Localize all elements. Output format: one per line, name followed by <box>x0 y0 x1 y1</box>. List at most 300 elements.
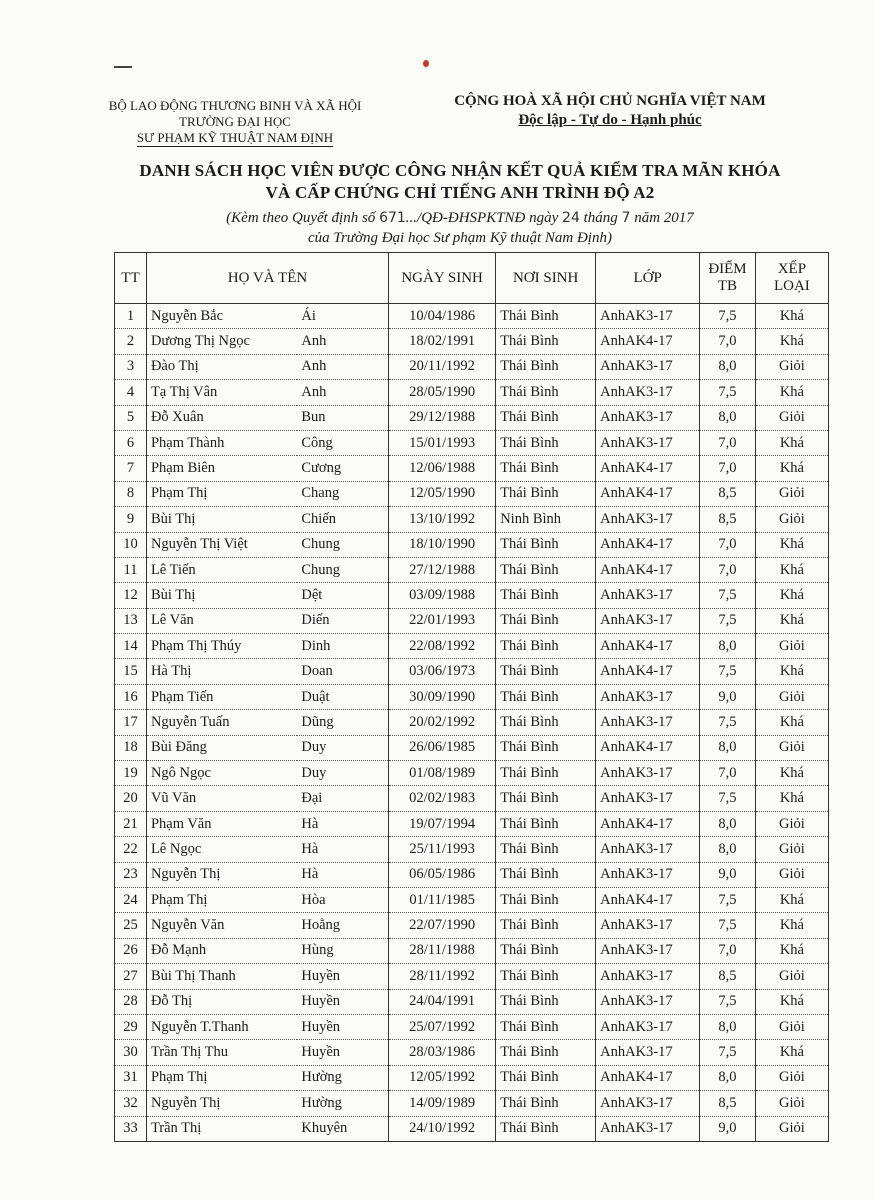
row-number: 7 <box>115 456 147 481</box>
row-pob: Thái Bình <box>496 786 596 811</box>
row-number: 29 <box>115 1014 147 1039</box>
row-class: AnhAK4-17 <box>596 456 700 481</box>
decision-line-1 <box>120 208 800 228</box>
table-row <box>115 786 829 811</box>
row-rank: Khá <box>755 938 828 963</box>
row-rank: Khá <box>755 887 828 912</box>
table-row <box>115 532 829 557</box>
row-pob: Thái Bình <box>496 964 596 989</box>
row-class: AnhAK3-17 <box>596 583 700 608</box>
year-label: năm 2017 <box>630 210 694 226</box>
row-dob: 12/05/1992 <box>389 1065 496 1090</box>
row-pob: Thái Bình <box>496 1014 596 1039</box>
row-dob: 22/07/1990 <box>389 913 496 938</box>
table-body <box>115 304 829 1142</box>
row-given-name: Hường <box>297 1091 388 1116</box>
row-surname: Đỗ Xuân <box>146 405 297 430</box>
row-given-name: Khuyên <box>297 1116 388 1141</box>
row-given-name: Anh <box>297 354 388 379</box>
row-pob: Thái Bình <box>496 608 596 633</box>
table-row <box>115 1040 829 1065</box>
row-pob: Thái Bình <box>496 557 596 582</box>
decision-code: /QĐ-ĐHSPKTNĐ ngày <box>417 210 563 226</box>
row-surname: Phạm Thành <box>146 430 297 455</box>
row-number: 25 <box>115 913 147 938</box>
row-class: AnhAK4-17 <box>596 557 700 582</box>
row-number: 22 <box>115 837 147 862</box>
row-surname: Đỗ Thị <box>146 989 297 1014</box>
table-row <box>115 456 829 481</box>
row-rank: Khá <box>755 989 828 1014</box>
row-score: 8,5 <box>700 481 756 506</box>
row-given-name: Hùng <box>297 938 388 963</box>
row-score: 8,0 <box>700 354 756 379</box>
row-given-name: Diến <box>297 608 388 633</box>
row-class: AnhAK4-17 <box>596 1065 700 1090</box>
row-given-name: Huyền <box>297 1014 388 1039</box>
row-score: 7,5 <box>700 659 756 684</box>
row-number: 27 <box>115 964 147 989</box>
row-given-name: Chung <box>297 557 388 582</box>
row-pob: Thái Bình <box>496 735 596 760</box>
row-class: AnhAK3-17 <box>596 304 700 329</box>
row-number: 18 <box>115 735 147 760</box>
row-pob: Thái Bình <box>496 710 596 735</box>
row-rank: Giỏi <box>755 862 828 887</box>
row-pob: Thái Bình <box>496 811 596 836</box>
row-number: 28 <box>115 989 147 1014</box>
row-class: AnhAK3-17 <box>596 938 700 963</box>
row-number: 4 <box>115 380 147 405</box>
row-rank: Khá <box>755 304 828 329</box>
row-rank: Giỏi <box>755 507 828 532</box>
row-given-name: Duy <box>297 761 388 786</box>
row-number: 21 <box>115 811 147 836</box>
decision-month: 7 <box>621 210 631 226</box>
row-class: AnhAK3-17 <box>596 430 700 455</box>
table-row <box>115 634 829 659</box>
decision-reference <box>120 208 800 248</box>
table-row <box>115 659 829 684</box>
row-rank: Khá <box>755 761 828 786</box>
row-score: 9,0 <box>700 684 756 709</box>
row-number: 11 <box>115 557 147 582</box>
row-dob: 24/10/1992 <box>389 1116 496 1141</box>
ink-dot <box>423 60 429 67</box>
table-row <box>115 811 829 836</box>
row-given-name: Hòa <box>297 887 388 912</box>
title-line-2: VÀ CẤP CHỨNG CHỈ TIẾNG ANH TRÌNH ĐỘ A2 <box>265 183 655 202</box>
row-dob: 28/05/1990 <box>389 380 496 405</box>
row-number: 15 <box>115 659 147 684</box>
document-title <box>90 160 830 204</box>
row-pob: Thái Bình <box>496 887 596 912</box>
row-score: 7,5 <box>700 786 756 811</box>
row-class: AnhAK3-17 <box>596 608 700 633</box>
row-surname: Đỗ Mạnh <box>146 938 297 963</box>
table-row <box>115 304 829 329</box>
row-score: 9,0 <box>700 1116 756 1141</box>
row-rank: Khá <box>755 659 828 684</box>
row-rank: Khá <box>755 583 828 608</box>
row-surname: Lê Văn <box>146 608 297 633</box>
row-class: AnhAK3-17 <box>596 913 700 938</box>
row-surname: Lê Ngọc <box>146 837 297 862</box>
row-rank: Giỏi <box>755 1014 828 1039</box>
month-label: tháng <box>579 210 622 226</box>
row-given-name: Dinh <box>297 634 388 659</box>
row-dob: 18/10/1990 <box>389 532 496 557</box>
row-given-name: Công <box>297 430 388 455</box>
school-line-1: TRƯỜNG ĐẠI HỌC <box>179 114 291 129</box>
row-dob: 19/07/1994 <box>389 811 496 836</box>
row-given-name: Huyền <box>297 989 388 1014</box>
row-surname: Phạm Thị <box>146 1065 297 1090</box>
row-pob: Thái Bình <box>496 634 596 659</box>
row-number: 17 <box>115 710 147 735</box>
row-score: 8,0 <box>700 405 756 430</box>
row-class: AnhAK3-17 <box>596 710 700 735</box>
row-pob: Thái Bình <box>496 684 596 709</box>
col-score-line1: ĐIỂM <box>708 261 747 277</box>
table-row <box>115 481 829 506</box>
ministry-name: BỘ LAO ĐỘNG THƯƠNG BINH VÀ XÃ HỘI <box>108 98 362 113</box>
row-number: 1 <box>115 304 147 329</box>
row-rank: Khá <box>755 1040 828 1065</box>
row-score: 7,5 <box>700 380 756 405</box>
row-rank: Khá <box>755 786 828 811</box>
row-surname: Phạm Thị Thúy <box>146 634 297 659</box>
table-header-row <box>115 253 829 304</box>
title-line-1: DANH SÁCH HỌC VIÊN ĐƯỢC CÔNG NHẬN KẾT QUẢ KIỂM TRA MÃN KHÓA <box>139 161 781 180</box>
row-surname: Lê Tiến <box>146 557 297 582</box>
ministry-header <box>90 98 380 147</box>
row-given-name: Dũng <box>297 710 388 735</box>
table-row <box>115 430 829 455</box>
school-line-2 <box>90 130 380 147</box>
row-number: 5 <box>115 405 147 430</box>
row-pob: Thái Bình <box>496 862 596 887</box>
col-dob: NGÀY SINH <box>389 253 496 304</box>
row-given-name: Hà <box>297 862 388 887</box>
row-rank: Khá <box>755 557 828 582</box>
row-surname: Bùi Đăng <box>146 735 297 760</box>
row-class: AnhAK3-17 <box>596 989 700 1014</box>
row-surname: Nguyễn Thị <box>146 1091 297 1116</box>
row-pob: Thái Bình <box>496 659 596 684</box>
table-row <box>115 1065 829 1090</box>
row-surname: Nguyễn Tuấn <box>146 710 297 735</box>
table-row <box>115 329 829 354</box>
row-pob: Thái Bình <box>496 938 596 963</box>
row-class: AnhAK3-17 <box>596 405 700 430</box>
table-row <box>115 862 829 887</box>
row-score: 7,5 <box>700 608 756 633</box>
row-given-name: Bun <box>297 405 388 430</box>
row-score: 8,0 <box>700 735 756 760</box>
row-score: 8,0 <box>700 634 756 659</box>
row-number: 30 <box>115 1040 147 1065</box>
row-rank: Khá <box>755 380 828 405</box>
decision-day: 24 <box>562 210 580 226</box>
row-dob: 25/11/1993 <box>389 837 496 862</box>
table-row <box>115 887 829 912</box>
row-dob: 18/02/1991 <box>389 329 496 354</box>
row-score: 7,5 <box>700 583 756 608</box>
row-score: 7,5 <box>700 887 756 912</box>
row-surname: Phạm Biên <box>146 456 297 481</box>
row-class: AnhAK3-17 <box>596 354 700 379</box>
table-row <box>115 913 829 938</box>
table-row <box>115 354 829 379</box>
row-score: 7,0 <box>700 557 756 582</box>
row-surname: Ngô Ngọc <box>146 761 297 786</box>
row-score: 7,0 <box>700 532 756 557</box>
row-given-name: Ái <box>297 304 388 329</box>
row-number: 26 <box>115 938 147 963</box>
row-class: AnhAK3-17 <box>596 761 700 786</box>
row-dob: 14/09/1989 <box>389 1091 496 1116</box>
row-surname: Bùi Thị <box>146 507 297 532</box>
row-surname: Dương Thị Ngọc <box>146 329 297 354</box>
row-given-name: Doan <box>297 659 388 684</box>
row-number: 10 <box>115 532 147 557</box>
row-dob: 02/02/1983 <box>389 786 496 811</box>
row-class: AnhAK4-17 <box>596 634 700 659</box>
row-pob: Thái Bình <box>496 380 596 405</box>
row-number: 24 <box>115 887 147 912</box>
row-number: 9 <box>115 507 147 532</box>
row-given-name: Anh <box>297 329 388 354</box>
row-pob: Thái Bình <box>496 456 596 481</box>
row-pob: Thái Bình <box>496 989 596 1014</box>
row-class: AnhAK3-17 <box>596 786 700 811</box>
row-rank: Giỏi <box>755 1116 828 1141</box>
table-row <box>115 710 829 735</box>
row-score: 7,0 <box>700 456 756 481</box>
col-rank-line1: XẾP <box>777 261 807 277</box>
row-surname: Phạm Tiến <box>146 684 297 709</box>
row-given-name: Huyền <box>297 1040 388 1065</box>
row-given-name: Huyền <box>297 964 388 989</box>
row-score: 7,0 <box>700 938 756 963</box>
row-class: AnhAK4-17 <box>596 481 700 506</box>
row-rank: Khá <box>755 710 828 735</box>
row-rank: Khá <box>755 430 828 455</box>
row-dob: 10/04/1986 <box>389 304 496 329</box>
row-dob: 03/09/1988 <box>389 583 496 608</box>
row-pob: Thái Bình <box>496 1065 596 1090</box>
national-motto <box>420 111 800 130</box>
row-score: 7,5 <box>700 304 756 329</box>
national-header <box>420 92 800 130</box>
row-score: 7,0 <box>700 329 756 354</box>
row-pob: Thái Bình <box>496 913 596 938</box>
decision-line-2: của Trường Đại học Sư phạm Kỹ thuật Nam Định) <box>308 230 612 246</box>
row-dob: 24/04/1991 <box>389 989 496 1014</box>
row-surname: Nguyễn Thị <box>146 862 297 887</box>
row-class: AnhAK4-17 <box>596 329 700 354</box>
row-number: 8 <box>115 481 147 506</box>
row-surname: Nguyễn Bắc <box>146 304 297 329</box>
row-number: 33 <box>115 1116 147 1141</box>
row-given-name: Duy <box>297 735 388 760</box>
row-score: 7,5 <box>700 1040 756 1065</box>
row-rank: Giỏi <box>755 684 828 709</box>
row-dob: 28/11/1988 <box>389 938 496 963</box>
row-given-name: Anh <box>297 380 388 405</box>
row-rank: Giỏi <box>755 405 828 430</box>
school-name: SƯ PHẠM KỸ THUẬT NAM ĐỊNH <box>136 130 334 145</box>
col-rank-line2: LOẠI <box>773 278 810 294</box>
row-given-name: Hoằng <box>297 913 388 938</box>
row-class: AnhAK3-17 <box>596 837 700 862</box>
row-surname: Phạm Thị <box>146 481 297 506</box>
row-rank: Khá <box>755 608 828 633</box>
row-surname: Tạ Thị Vân <box>146 380 297 405</box>
row-dob: 03/06/1973 <box>389 659 496 684</box>
row-pob: Thái Bình <box>496 481 596 506</box>
row-number: 3 <box>115 354 147 379</box>
table-row <box>115 1014 829 1039</box>
row-given-name: Chung <box>297 532 388 557</box>
row-pob: Thái Bình <box>496 761 596 786</box>
row-dob: 13/10/1992 <box>389 507 496 532</box>
row-number: 14 <box>115 634 147 659</box>
row-rank: Giỏi <box>755 964 828 989</box>
row-number: 31 <box>115 1065 147 1090</box>
row-rank: Giỏi <box>755 735 828 760</box>
row-pob: Thái Bình <box>496 583 596 608</box>
row-dob: 26/06/1985 <box>389 735 496 760</box>
row-given-name: Dệt <box>297 583 388 608</box>
decision-prefix: (Kèm theo Quyết định số <box>226 210 380 226</box>
row-number: 23 <box>115 862 147 887</box>
row-class: AnhAK3-17 <box>596 862 700 887</box>
row-score: 7,5 <box>700 913 756 938</box>
row-rank: Giỏi <box>755 837 828 862</box>
row-pob: Ninh Bình <box>496 507 596 532</box>
row-pob: Thái Bình <box>496 329 596 354</box>
row-pob: Thái Bình <box>496 304 596 329</box>
row-rank: Giỏi <box>755 1065 828 1090</box>
table-row <box>115 405 829 430</box>
pen-mark <box>114 66 132 68</box>
row-dob: 29/12/1988 <box>389 405 496 430</box>
row-pob: Thái Bình <box>496 354 596 379</box>
student-list-table <box>114 252 829 1142</box>
row-surname: Trần Thị <box>146 1116 297 1141</box>
table-row <box>115 557 829 582</box>
row-pob: Thái Bình <box>496 532 596 557</box>
row-surname: Hà Thị <box>146 659 297 684</box>
col-pob: NƠI SINH <box>496 253 596 304</box>
table-row <box>115 735 829 760</box>
row-rank: Khá <box>755 329 828 354</box>
row-dob: 30/09/1990 <box>389 684 496 709</box>
row-given-name: Duật <box>297 684 388 709</box>
row-surname: Vũ Văn <box>146 786 297 811</box>
row-class: AnhAK4-17 <box>596 811 700 836</box>
row-surname: Trần Thị Thu <box>146 1040 297 1065</box>
row-rank: Khá <box>755 456 828 481</box>
col-name: HỌ VÀ TÊN <box>146 253 388 304</box>
row-score: 7,5 <box>700 710 756 735</box>
row-rank: Giỏi <box>755 1091 828 1116</box>
row-number: 16 <box>115 684 147 709</box>
row-dob: 01/11/1985 <box>389 887 496 912</box>
row-class: AnhAK4-17 <box>596 735 700 760</box>
table-row <box>115 1116 829 1141</box>
row-surname: Nguyễn Thị Việt <box>146 532 297 557</box>
row-score: 8,5 <box>700 964 756 989</box>
row-pob: Thái Bình <box>496 1116 596 1141</box>
row-dob: 20/02/1992 <box>389 710 496 735</box>
row-score: 8,0 <box>700 837 756 862</box>
table-row <box>115 761 829 786</box>
row-pob: Thái Bình <box>496 1040 596 1065</box>
row-rank: Khá <box>755 913 828 938</box>
row-class: AnhAK3-17 <box>596 964 700 989</box>
row-class: AnhAK4-17 <box>596 659 700 684</box>
row-rank: Giỏi <box>755 811 828 836</box>
row-class: AnhAK3-17 <box>596 507 700 532</box>
country-name: CỘNG HOÀ XÃ HỘI CHỦ NGHĨA VIỆT NAM <box>454 93 766 109</box>
row-given-name: Đại <box>297 786 388 811</box>
row-class: AnhAK4-17 <box>596 887 700 912</box>
row-score: 8,0 <box>700 1014 756 1039</box>
row-dob: 25/07/1992 <box>389 1014 496 1039</box>
row-given-name: Chang <box>297 481 388 506</box>
row-class: AnhAK3-17 <box>596 1014 700 1039</box>
row-number: 2 <box>115 329 147 354</box>
table-row <box>115 989 829 1014</box>
row-surname: Bùi Thị <box>146 583 297 608</box>
row-dob: 12/06/1988 <box>389 456 496 481</box>
row-score: 7,0 <box>700 430 756 455</box>
col-score-line2: TB <box>717 278 738 294</box>
row-given-name: Hà <box>297 837 388 862</box>
table-row <box>115 964 829 989</box>
row-number: 19 <box>115 761 147 786</box>
col-tt: TT <box>115 253 147 304</box>
row-given-name: Chiến <box>297 507 388 532</box>
row-score: 7,0 <box>700 761 756 786</box>
row-number: 32 <box>115 1091 147 1116</box>
row-pob: Thái Bình <box>496 837 596 862</box>
row-dob: 28/03/1986 <box>389 1040 496 1065</box>
row-surname: Nguyễn T.Thanh <box>146 1014 297 1039</box>
col-score <box>700 253 756 304</box>
row-number: 6 <box>115 430 147 455</box>
table-row <box>115 938 829 963</box>
row-score: 8,0 <box>700 1065 756 1090</box>
row-dob: 22/01/1993 <box>389 608 496 633</box>
row-score: 7,5 <box>700 989 756 1014</box>
table-row <box>115 608 829 633</box>
row-number: 12 <box>115 583 147 608</box>
row-dob: 22/08/1992 <box>389 634 496 659</box>
row-dob: 27/12/1988 <box>389 557 496 582</box>
table-row <box>115 1091 829 1116</box>
row-pob: Thái Bình <box>496 405 596 430</box>
row-pob: Thái Bình <box>496 430 596 455</box>
row-class: AnhAK3-17 <box>596 1091 700 1116</box>
row-class: AnhAK4-17 <box>596 532 700 557</box>
row-dob: 15/01/1993 <box>389 430 496 455</box>
col-class: LỚP <box>596 253 700 304</box>
row-surname: Phạm Thị <box>146 887 297 912</box>
